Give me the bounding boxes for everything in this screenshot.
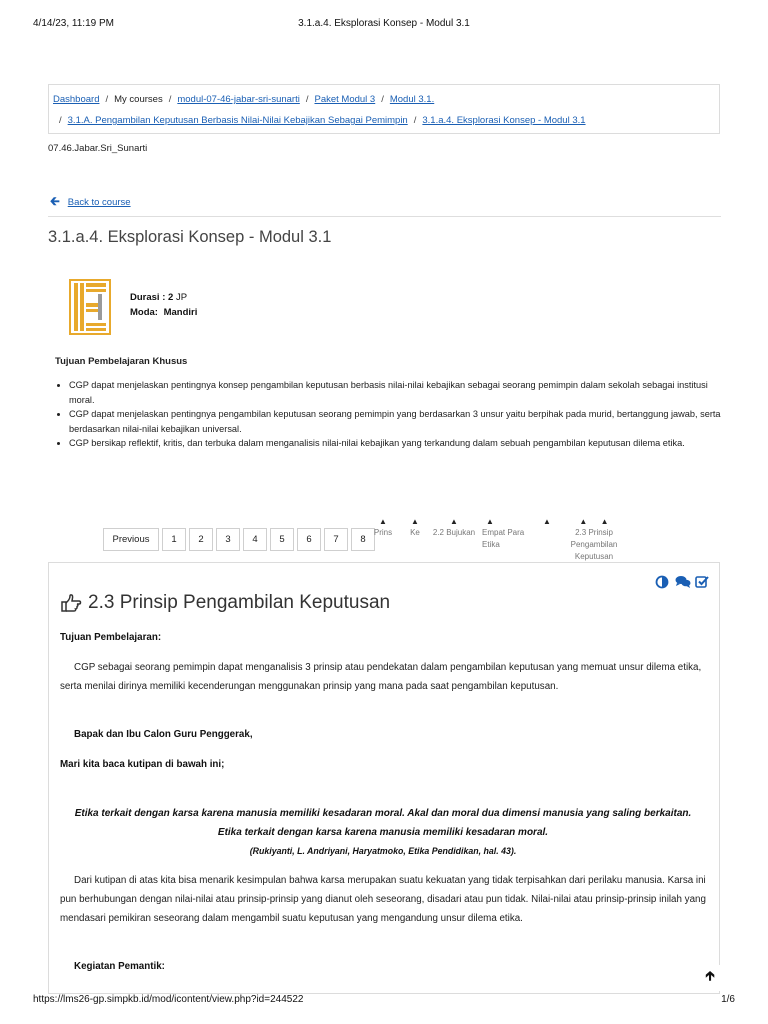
check-square-icon[interactable] bbox=[695, 575, 709, 589]
breadcrumb-separator: / bbox=[413, 115, 417, 126]
greeting: Bapak dan Ibu Calon Guru Penggerak, bbox=[74, 729, 253, 740]
read-prompt: Mari kita baca kutipan di bawah ini; bbox=[60, 759, 225, 770]
previous-button[interactable]: Previous bbox=[103, 528, 159, 551]
toc-tooltip-strip bbox=[372, 517, 672, 561]
page-button-4[interactable]: 4 bbox=[243, 528, 267, 551]
print-doc-title: 3.1.a.4. Eksplorasi Konsep - Modul 3.1 bbox=[298, 18, 470, 29]
module-meta bbox=[130, 290, 197, 320]
breadcrumb-course[interactable]: modul-07-46-jabar-sri-sunarti bbox=[177, 94, 300, 105]
intro-paragraph: CGP sebagai seorang pemimpin dapat menganalisis 3 prinsip atau pendekatan dalam pengambilan keputusan yang memuat unsur dilema etika, serta menilai dirinya memiliki kecenderungan menggunakan prinsip yang mana pada saat pengambilan keputusan. bbox=[60, 662, 702, 692]
user-name: 07.46.Jabar.Sri_Sunarti bbox=[48, 143, 148, 154]
print-header bbox=[33, 18, 735, 29]
comments-icon[interactable] bbox=[675, 575, 689, 589]
hand-pointing-icon bbox=[60, 593, 82, 613]
toc-item[interactable]: ▲ Empat Para Etika bbox=[482, 518, 528, 551]
breadcrumb-dashboard[interactable]: Dashboard bbox=[53, 94, 100, 105]
caret-up-icon: ▲ bbox=[411, 517, 419, 526]
arrow-up-icon: 🡱 bbox=[705, 968, 715, 983]
section-heading bbox=[60, 592, 390, 614]
print-page-counter: 1/6 bbox=[721, 994, 735, 1005]
contrast-icon[interactable] bbox=[655, 575, 669, 589]
page-button-8[interactable]: 8 bbox=[351, 528, 375, 551]
breadcrumb-current[interactable]: 3.1.a.4. Eksplorasi Konsep - Modul 3.1 bbox=[422, 115, 586, 126]
module-logo bbox=[69, 279, 111, 335]
breadcrumb-section[interactable]: 3.1.A. Pengambilan Keputusan Berbasis Nilai-Nilai Kebajikan Sebagai Pemimpin bbox=[67, 115, 408, 126]
objectives-title: Tujuan Pembelajaran Khusus bbox=[55, 356, 188, 367]
caret-up-icon: ▲ bbox=[450, 517, 458, 526]
moda-row bbox=[130, 305, 197, 320]
tujuan-label: Tujuan Pembelajaran: bbox=[60, 632, 162, 643]
pagination bbox=[103, 528, 378, 551]
kegiatan-label: Kegiatan Pemantik: bbox=[74, 961, 165, 972]
content-toolbar bbox=[655, 575, 709, 589]
page-button-3[interactable]: 3 bbox=[216, 528, 240, 551]
breadcrumb-separator: / bbox=[105, 94, 109, 105]
print-footer bbox=[33, 994, 735, 1005]
moda-label: Moda: bbox=[130, 307, 158, 318]
page-button-1[interactable]: 1 bbox=[162, 528, 186, 551]
body-paragraph: Dari kutipan di atas kita bisa menarik kesimpulan bahwa karsa merupakan suatu kekuatan yang tidak terpisahkan dari perilaku manusia. Karsa ini pun berhubungan dengan nilai-nilai atau prinsip-prinsip yang dianut oleh seseorang, disadari atau pun tidak. Nilai-nilai atau prinsip-prinsip inilah yang mendasari pemikiran seseorang dalam mengambil suatu keputusan yang mengandung unsur dilema etika. bbox=[60, 875, 706, 924]
durasi-unit: JP bbox=[175, 292, 188, 303]
toc-item[interactable]: ▲ Prins bbox=[373, 517, 393, 537]
scroll-to-top-button[interactable] bbox=[696, 965, 724, 991]
page-button-7[interactable]: 7 bbox=[324, 528, 348, 551]
caret-up-icon: ▲ bbox=[486, 517, 494, 526]
page-button-2[interactable]: 2 bbox=[189, 528, 213, 551]
breadcrumb-modul[interactable]: Modul 3.1. bbox=[389, 94, 435, 105]
breadcrumb bbox=[48, 84, 720, 134]
breadcrumb-separator: / bbox=[59, 115, 62, 126]
list-item: • CGP dapat menjelaskan pentingnya pengambilan keputusan seorang pemimpin yang berdasarkan 3 unsur yaitu berpihak pada murid, bertanggung jawab, serta berdasarkan nilai-nilai kebajikan universal. bbox=[69, 407, 729, 436]
toc-item[interactable]: ▲ 2.2 Bujukan bbox=[430, 518, 478, 539]
content-panel bbox=[48, 562, 720, 994]
back-to-course-link[interactable]: Back to course bbox=[67, 197, 131, 208]
section-title: 2.3 Prinsip Pengambilan Keputusan bbox=[88, 592, 391, 613]
breadcrumb-paket-modul[interactable]: Paket Modul 3 bbox=[314, 94, 376, 105]
print-url: https://lms26-gp.simpkb.id/mod/icontent/view.php?id=244522 bbox=[33, 994, 304, 1005]
moda-value: Mandiri bbox=[163, 307, 198, 318]
back-arrow-icon: 🡰 bbox=[50, 194, 60, 208]
list-item: • CGP bersikap reflektif, kritis, dan terbuka dalam menganalisis nilai-nilai kebajikan yang terkandung dalam sebuah pengambilan keputusan dilema etika. bbox=[69, 436, 729, 451]
print-datetime: 4/14/23, 11:19 PM bbox=[33, 18, 114, 29]
page-title: 3.1.a.4. Eksplorasi Konsep - Modul 3.1 bbox=[48, 228, 332, 246]
durasi-label: Durasi : bbox=[130, 292, 166, 303]
objectives-list bbox=[55, 378, 729, 451]
quote-citation: (Rukiyanti, L. Andriyani, Haryatmoko, Etika Pendidikan, hal. 43). bbox=[249, 846, 517, 856]
quote-text: Etika terkait dengan karsa karena manusia memiliki kesadaran moral. Akal dan moral dua dimensi manusia yang saling berkaitan. Etika terkait dengan karsa karena manusia memiliki kesadaran moral. bbox=[74, 808, 692, 838]
caret-up-icon: ▲ ▲ bbox=[579, 517, 609, 526]
divider bbox=[48, 216, 721, 217]
list-item: • CGP dapat menjelaskan pentingnya konsep pengambilan keputusan berbasis nilai-nilai kebajikan sebagai seorang pemimpin dalam sekolah sebagai institusi moral. bbox=[69, 378, 729, 407]
breadcrumb-separator: / bbox=[381, 94, 384, 105]
page-button-6[interactable]: 6 bbox=[297, 528, 321, 551]
page-button-5[interactable]: 5 bbox=[270, 528, 294, 551]
caret-up-icon: ▲ bbox=[379, 517, 387, 526]
toc-item[interactable]: ▲ Ke bbox=[408, 518, 422, 539]
caret-up-icon: ▲ bbox=[543, 517, 551, 526]
breadcrumb-separator: / bbox=[305, 94, 309, 105]
durasi-value: 2 bbox=[168, 292, 174, 303]
back-to-course[interactable] bbox=[50, 192, 131, 213]
breadcrumb-separator: / bbox=[168, 94, 172, 105]
toc-item[interactable]: ▲ ▲ 2.3 Prinsip Pengambilan Keputusan bbox=[552, 518, 636, 563]
breadcrumb-my-courses: My courses bbox=[114, 94, 163, 105]
durasi-row bbox=[130, 290, 197, 305]
